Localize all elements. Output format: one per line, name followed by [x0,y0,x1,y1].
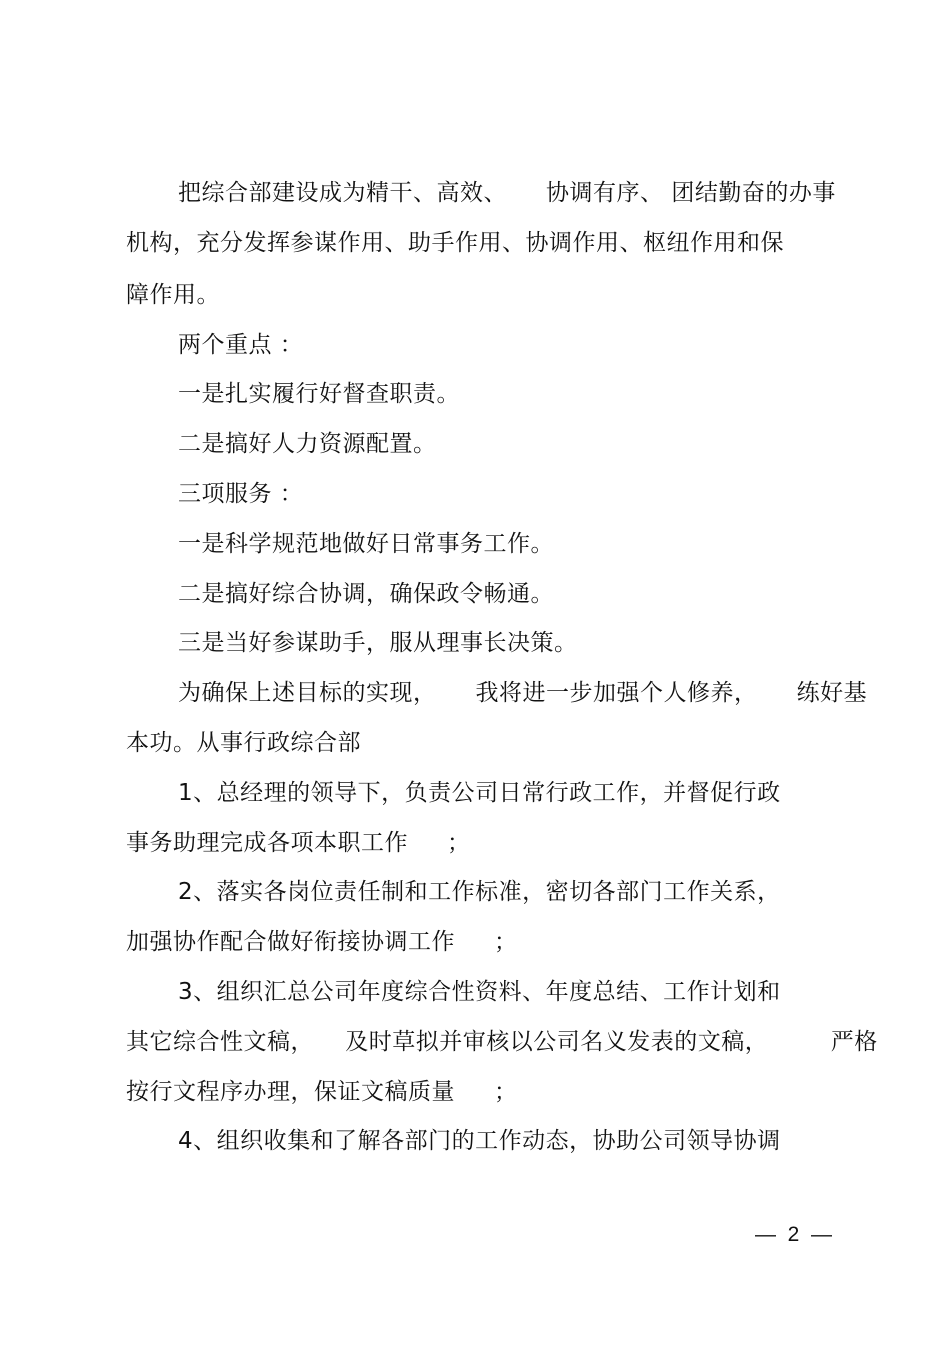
paragraph-line-2: 机构，充分发挥参谋作用、助手作用、协调作用、枢纽作用和保 [126,230,784,256]
paragraph-line-19: 按行文程序办理，保证文稿质量 ； [126,1079,518,1105]
paragraph-line-14: 事务助理完成各项本职工作 ； [126,830,471,856]
paragraph-line-15: 2、落实各岗位责任制和工作标准，密切各部门工作关系， [178,879,781,905]
paragraph-line-18: 其它综合性文稿， 及时草拟并审核以公司名义发表的文稿， 严格 [126,1029,878,1055]
paragraph-line-11: 为确保上述目标的实现， 我将进一步加强个人修养， 练好基 [178,680,868,706]
paragraph-line-20: 4、组织收集和了解各部门的工作动态，协助公司领导协调 [178,1128,781,1154]
page-number: — 2 — [755,1223,833,1246]
paragraph-line-1: 把综合部建设成为精干、高效、 协调有序、 团结勤奋的办事 [178,180,836,206]
paragraph-line-4: 两个重点 ： [178,332,304,358]
paragraph-line-13: 1、总经理的领导下，负责公司日常行政工作，并督促行政 [178,780,781,806]
paragraph-line-5: 一是扎实履行好督查职责。 [178,381,460,407]
paragraph-line-8: 一是科学规范地做好日常事务工作。 [178,531,554,557]
paragraph-line-6: 二是搞好人力资源配置。 [178,431,437,457]
paragraph-line-12: 本功。从事行政综合部 [126,730,361,756]
paragraph-line-7: 三项服务 ： [178,481,304,507]
paragraph-line-9: 二是搞好综合协调，确保政令畅通。 [178,581,554,607]
paragraph-line-10: 三是当好参谋助手，服从理事长决策。 [178,630,578,656]
paragraph-line-16: 加强协作配合做好衔接协调工作 ； [126,929,518,955]
paragraph-line-17: 3、组织汇总公司年度综合性资料、年度总结、工作计划和 [178,979,781,1005]
paragraph-line-3: 障作用。 [126,282,220,308]
